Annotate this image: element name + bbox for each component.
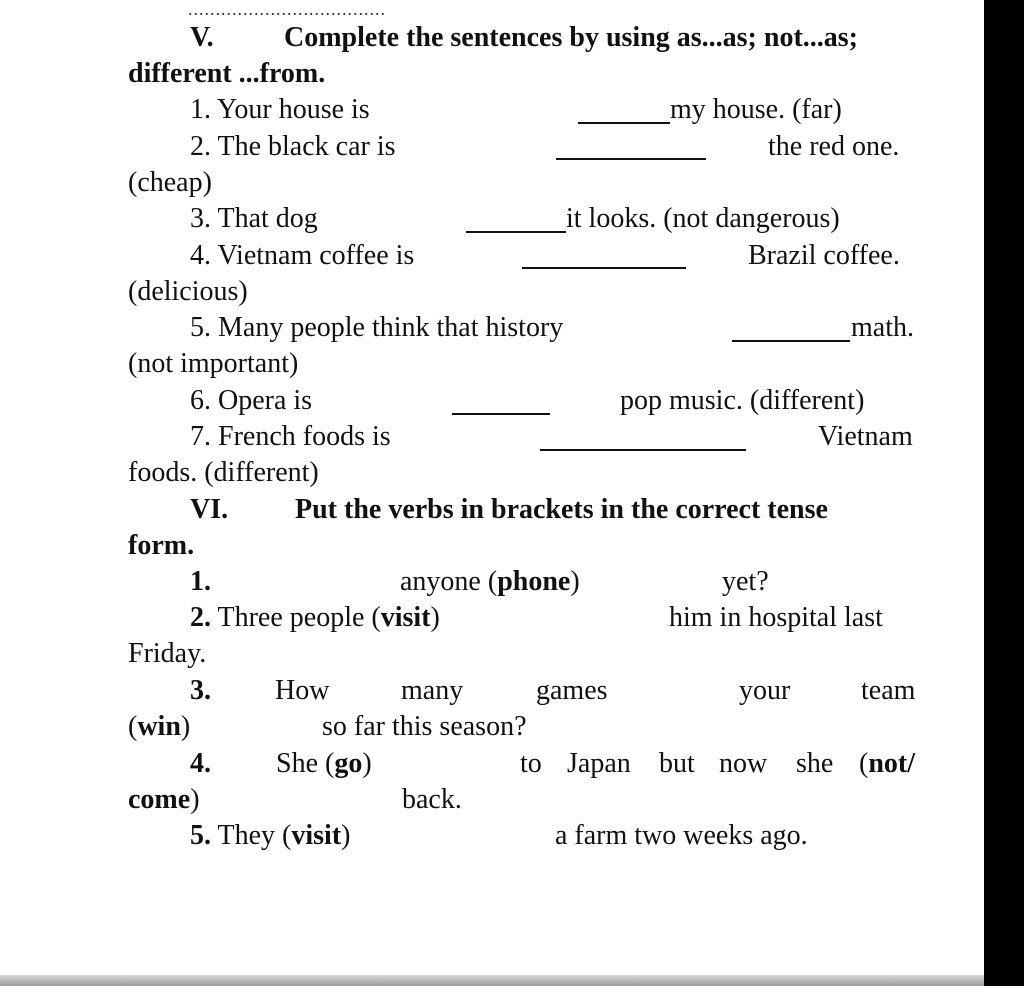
s5-q4-cue: Brazil coffee. [748, 240, 900, 271]
s5-q1-cue: my house. (far) [670, 94, 842, 125]
s5-q3-cue: it looks. (not dangerous) [566, 203, 840, 234]
s6-q4-word-but: but [659, 748, 695, 779]
s5-q2-cue: the red one. [768, 131, 900, 162]
section-6-number: VI. [190, 494, 229, 525]
s6-q2-text: 2. Three people (visit) [190, 602, 440, 633]
s6-q2-cont: Friday. [128, 638, 207, 669]
s6-q3-word-team: team [861, 675, 916, 706]
s6-q5-text: 5. They (visit) [190, 820, 351, 851]
s6-q3-number: 3. [190, 675, 211, 706]
s5-q7-text: 7. French foods is [190, 421, 391, 452]
s6-q4-word-japan: Japan [567, 748, 631, 779]
s5-q2-hint: (cheap) [128, 167, 212, 198]
s5-q3-text: 3. That dog [190, 203, 318, 234]
s6-q4-back: back. [402, 784, 462, 815]
s6-q1-number: 1. [190, 566, 211, 597]
top-dotted-line: .................................... [188, 0, 386, 19]
s6-q1-end: yet? [722, 566, 769, 597]
s5-q6-cue: pop music. (different) [620, 385, 865, 416]
s5-q3-blank[interactable] [466, 231, 566, 233]
s5-q1-blank[interactable] [578, 122, 670, 124]
s5-q7-blank[interactable] [540, 449, 746, 451]
s5-q7-cue: Vietnam [818, 421, 913, 452]
section-6-title: Put the verbs in brackets in the correct tense [295, 494, 828, 525]
s6-q3-verb: (win) [128, 711, 191, 742]
s5-q2-text: 2. The black car is [190, 131, 396, 162]
s6-q3-word-games: games [536, 675, 608, 706]
s6-q4-number: 4. [190, 748, 211, 779]
section-6-title-cont: form. [128, 530, 195, 561]
s5-q6-blank[interactable] [452, 413, 550, 415]
s5-q2-blank[interactable] [556, 158, 706, 160]
section-5-number: V. [190, 22, 214, 53]
s5-q1-text: 1. Your house is [190, 94, 370, 125]
page-bottom-edge [0, 975, 984, 986]
s6-q1-text: anyone (phone) [400, 566, 580, 597]
s5-q4-hint: (delicious) [128, 276, 248, 307]
s6-q4-verb-not: (not/ [859, 748, 916, 779]
s6-q5-end: a farm two weeks ago. [555, 820, 808, 851]
s6-q4-word-to: to [520, 748, 542, 779]
s6-q3-word-many: many [401, 675, 464, 706]
s6-q2-end: him in hospital last [669, 602, 883, 633]
s6-q4-text: She (go) [276, 748, 372, 779]
s6-q4-word-she: she [796, 748, 834, 779]
s5-q4-blank[interactable] [522, 267, 686, 269]
s5-q4-text: 4. Vietnam coffee is [190, 240, 415, 271]
s5-q5-blank[interactable] [732, 340, 850, 342]
s6-q4-verb-come: come) [128, 784, 200, 815]
s5-q5-hint: (not important) [128, 348, 299, 379]
page-right-edge [984, 0, 1024, 986]
s5-q7-hint: foods. (different) [128, 457, 319, 488]
s5-q5-text: 5. Many people think that history [190, 312, 564, 343]
s6-q3-cont: so far this season? [322, 711, 527, 742]
s6-q4-word-now: now [719, 748, 768, 779]
s5-q5-cue: math. [851, 312, 914, 343]
s6-q3-word-your: your [739, 675, 791, 706]
s5-q6-text: 6. Opera is [190, 385, 313, 416]
section-5-title: Complete the sentences by using as...as; not...as; [284, 22, 858, 53]
section-5-title-cont: different ...from. [128, 58, 326, 89]
s6-q3-word-how: How [275, 675, 330, 706]
